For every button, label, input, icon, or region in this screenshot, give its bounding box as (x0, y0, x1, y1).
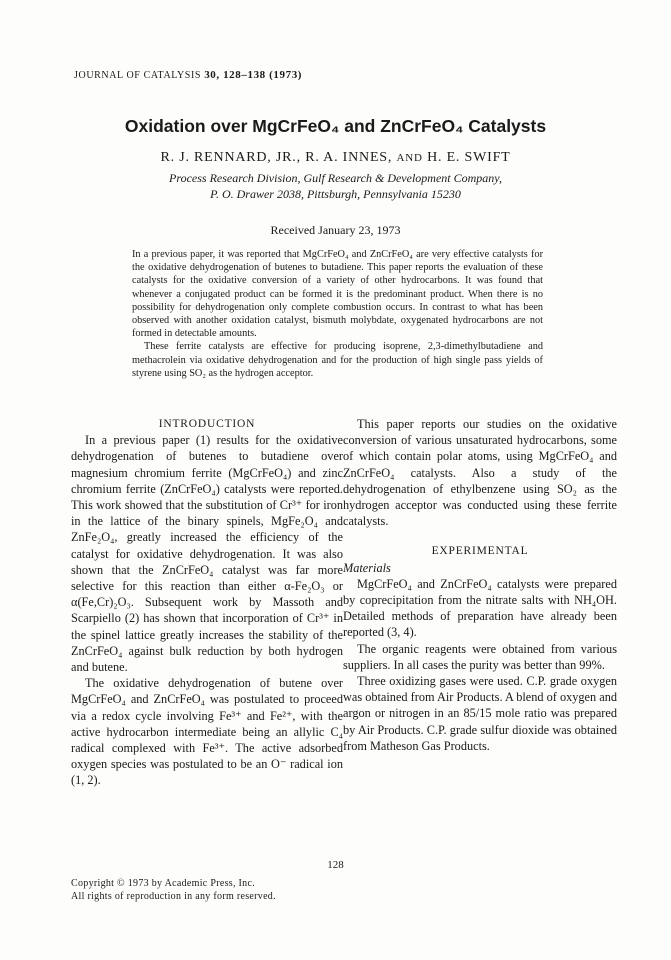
right-column (343, 416, 617, 754)
affiliation (0, 170, 671, 202)
received-date: Received January 23, 1973 (270, 223, 401, 237)
abstract-paragraph-1: In a previous paper, it was reported that MgCrFeO₄ and ZnCrFeO₄ are very effective catalysts for the oxidative dehydrogenation of butenes to butadiene. This paper reports the evaluation of these catalysts for the oxidative conversion of a variety of other hydrocarbons. It was found that whenever a conjugated product can be formed it is the predominant product. When there is no possibility for dehydrogenation only complete combustion occurs. In contrast to what has been observed with another oxidation catalyst, bismuth molybdate, oxygenated hydrocarbons are not formed in detectable amounts. (132, 249, 543, 340)
author-list (0, 150, 671, 166)
copyright-line: Copyright © 1973 by Academic Press, Inc. (71, 878, 256, 889)
author-names: R. J. RENNARD, JR., R. A. INNES, (160, 150, 393, 165)
materials-paragraph-2: The organic reagents were obtained from various suppliers. In all cases the purity was better than 99%. (343, 641, 617, 672)
author-and: AND (396, 152, 423, 164)
journal-volume-pages: 30, 128–138 (1973) (204, 69, 303, 81)
journal-header (74, 69, 302, 81)
intro-paragraph-1: In a previous paper (1) results for the oxidative dehydrogenation of butenes to butadiene over magnesium chromium ferrite (MgCrFeO₄) and zinc chromium ferrite (ZnCrFeO₄) catalysts were reported. This work showed that the substitution of Cr³⁺ for iron in the lattice of the binary spinels, MgFe₂O₄ and ZnFe₂O₄, greatly increased the efficiency of the catalyst for oxidative dehydrogenation. It was also shown that the ZnCrFeO₄ catalyst was far more selective for this reaction than either α-Fe₂O₃ or α(Fe,Cr)₂O₃. Subsequent work by Massoth and Scarpiello (2) has shown that incorporation of Cr³⁺ in the spinel lattice greatly increases the stability of the ZnCrFeO₄ against bulk reduction by both hydrogen and butene. (71, 433, 343, 675)
paper-title: Oxidation over MgCrFeO₄ and ZnCrFeO₄ Catalysts (124, 116, 547, 136)
copyright-footer (71, 877, 276, 903)
journal-name: JOURNAL OF CATALYSIS (74, 70, 202, 81)
materials-subheading: Materials (343, 560, 391, 575)
affiliation-line-1: Process Research Division, Gulf Research & Development Company, (169, 171, 502, 185)
left-column (71, 416, 343, 789)
intro-paragraph-2: The oxidative dehydrogenation of butene over MgCrFeO₄ and ZnCrFeO₄ was postulated to proceed via a redox cycle involving Fe³⁺ and Fe²⁺, with the active hydrocarbon intermediate being an allylic C₄ radical complexed with Fe³⁺. The active adsorbed oxygen species was postulated to be an O⁻ radical ion (1, 2). (71, 676, 343, 788)
page-number: 128 (327, 859, 344, 871)
materials-paragraph-1: MgCrFeO₄ and ZnCrFeO₄ catalysts were prepared by coprecipitation from the nitrate salts with NH₄OH. Detailed methods of preparation have already been reported (3, 4). (343, 576, 617, 640)
materials-paragraph-3: Three oxidizing gases were used. C.P. grade oxygen was obtained from Air Products. A blend of oxygen and argon or nitrogen in an 85/15 mole ratio was prepared by Air Products. C.P. grade sulfur dioxide was obtained from Matheson Gas Products. (343, 674, 617, 753)
experimental-heading: EXPERIMENTAL (431, 545, 529, 558)
abstract-paragraph-2: These ferrite catalysts are effective for producing isoprene, 2,3-dimethylbutadiene and methacrolein via oxidative dehydrogenation and for the production of high single pass yields of styrene using SO₂ as the hydrogen acceptor. (132, 341, 543, 379)
intro-paragraph-3: This paper reports our studies on the oxidative conversion of various unsaturated hydrocarbons, some of which contain polar atoms, using MgCrFeO₄ and ZnCrFeO₄ catalysts. Also a study of the dehydrogenation of ethylbenzene using SO₂ as the hydrogen acceptor was conducted using these ferrite catalysts. (343, 417, 617, 529)
author-last: H. E. SWIFT (427, 150, 511, 165)
abstract (132, 248, 543, 380)
rights-line: All rights of reproduction in any form reserved. (71, 891, 276, 902)
introduction-heading: INTRODUCTION (158, 418, 256, 430)
affiliation-line-2: P. O. Drawer 2038, Pittsburgh, Pennsylvania 15230 (210, 187, 461, 201)
